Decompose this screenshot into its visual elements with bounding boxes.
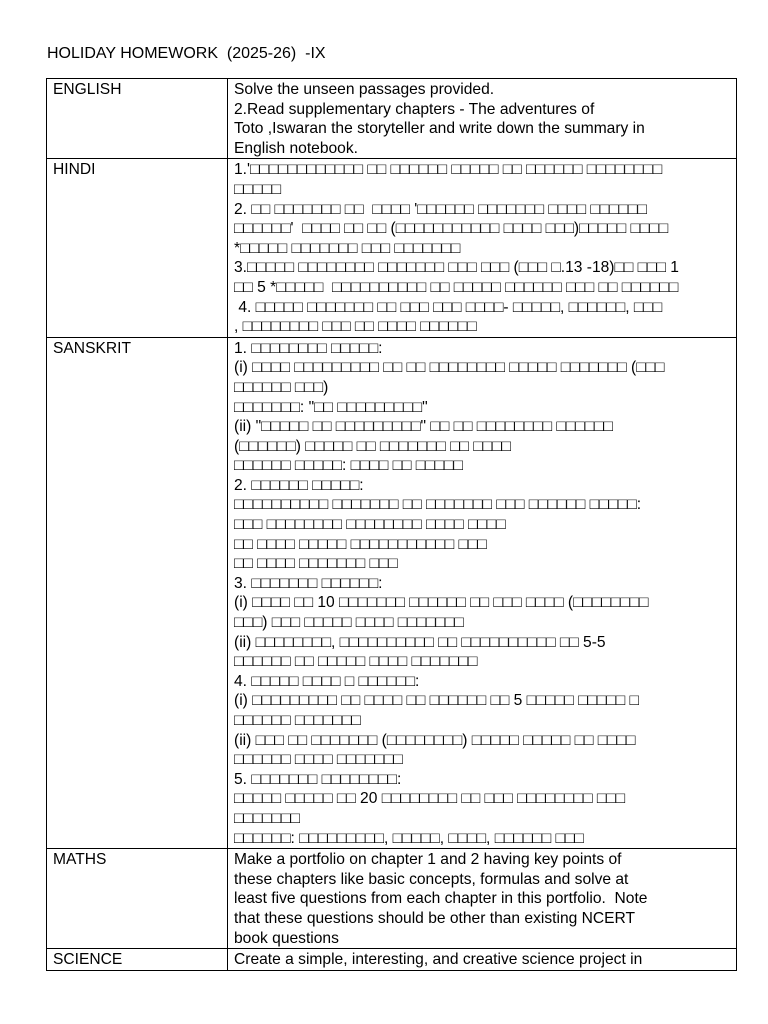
task-line: 1.'□□□□□□□□□□□□ □□ □□□□□□ □□□□□ □□ □□□□□□ □□□□□□□□ (234, 161, 663, 179)
task-line: Make a portfolio on chapter 1 and 2 having key points of (234, 851, 622, 869)
task-line: □□□□□□ □□□□□□□ (234, 712, 361, 729)
task-line: □□□□□□□□□□ □□□□□□□ □□ □□□□□□□ □□□ □□□□□□ □□□□□: (234, 496, 642, 514)
task-line: (i) □□□□ □□□□□□□□□ □□ □□ □□□□□□□□ □□□□□ □□□□□□□ (□□□ (234, 359, 665, 377)
task-line: □□ □□□□ □□□□□□□ □□□ (234, 555, 398, 573)
homework-row-hindi (47, 159, 737, 337)
task-line: that these questions should be other than existing NCERT (234, 909, 636, 927)
task-line: 4. □□□□□ □□□□ □ □□□□□□: (234, 672, 420, 690)
task-cell (228, 337, 737, 848)
task-line: □□□□□□ □□□) (234, 378, 329, 396)
task-line: (i) □□□□□□□□□ □□ □□□□ □□ □□□□□□ □□ 5 □□□□□ □□□□□ □ (234, 692, 639, 710)
task-line: 2.Read supplementary chapters - The adventures of (234, 100, 595, 118)
task-line: (i) □□□□ □□ 10 □□□□□□□ □□□□□□ □□ □□□ □□□□ (□□□□□□□□ (234, 594, 649, 612)
task-line: □□ 5 *□□□□□ □□□□□□□□□□ □□ □□□□□ □□□□□□ □□□ □□ □□□□□□ (234, 278, 679, 296)
subject-label: ENGLISH (53, 81, 122, 98)
subject-cell (47, 949, 228, 971)
task-line: (ii) □□□□□□□□, □□□□□□□□□□ □□ □□□□□□□□□□ □□ 5-5 (234, 633, 606, 651)
subject-label: SCIENCE (53, 951, 123, 969)
task-line: book questions (234, 929, 339, 947)
task-line: 3.□□□□□ □□□□□□□□ □□□□□□□ □□□ □□□ (□□□ □.13 -18)□□ □□□ 1 (234, 259, 679, 277)
task-line: □□□□□□□ (234, 809, 300, 827)
task-line: *□□□□□ □□□□□□□ □□□ □□□□□□□ (234, 239, 461, 257)
page-title: HOLIDAY HOMEWORK (2025-26) -IX (47, 45, 326, 62)
homework-row-sanskrit (47, 337, 737, 848)
subject-cell (47, 159, 228, 337)
task-line: 3. □□□□□□□ □□□□□□: (234, 574, 383, 592)
subject-label: MATHS (53, 851, 107, 869)
homework-row-english (47, 79, 737, 159)
task-cell (228, 849, 737, 949)
task-line: (ii) □□□ □□ □□□□□□□ (□□□□□□□□) □□□□□ □□□□□ □□ □□□□ (234, 731, 636, 749)
task-line: these chapters like basic concepts, formulas and solve at (234, 870, 629, 888)
task-line: □□□□□□ □□ □□□□□ □□□□ □□□□□□□ (234, 653, 478, 671)
task-cell (228, 949, 737, 971)
task-line: □□□□□□□: "□□ □□□□□□□□□" (234, 398, 428, 416)
subject-cell (47, 79, 228, 159)
task-line: □□□ □□□□□□□□ □□□□□□□□ □□□□ □□□□ (234, 516, 506, 534)
task-line: □□□□□□ □□□□ □□□□□□□ (234, 751, 403, 769)
task-line: 5. □□□□□□□ □□□□□□□□: (234, 770, 402, 788)
task-line: (□□□□□□) □□□□□ □□ □□□□□□□ □□ □□□□ (234, 437, 511, 455)
task-line: □□□□□ (234, 180, 282, 198)
subject-label: SANSKRIT (53, 339, 131, 357)
task-line: Solve the unseen passages provided. (234, 81, 495, 98)
task-line: 4. □□□□□ □□□□□□□ □□ □□□ □□□ □□□□- □□□□□, □□□□□□, □□□ (234, 298, 663, 316)
subject-cell (47, 337, 228, 848)
task-line: □□□□□□: □□□□□□□□□, □□□□□, □□□□, □□□□□□ □□□ (234, 829, 584, 847)
task-cell (228, 159, 737, 337)
task-line: , □□□□□□□□ □□□ □□ □□□□ □□□□□□ (234, 318, 477, 336)
homework-row-maths (47, 849, 737, 949)
task-line: (ii) "□□□□□ □□ □□□□□□□□□" □□ □□ □□□□□□□□ □□□□□□ (234, 418, 613, 436)
subject-cell (47, 849, 228, 949)
task-line: □□□□□□ □□□□□: □□□□ □□ □□□□□ (234, 457, 463, 475)
task-line: □□□) □□□ □□□□□ □□□□ □□□□□□□ (234, 614, 464, 632)
subject-label: HINDI (53, 161, 96, 179)
task-line: Create a simple, interesting, and creative science project in (234, 951, 643, 969)
task-line: 2. □□ □□□□□□□ □□ □□□□ '□□□□□□ □□□□□□□ □□□□ □□□□□□ (234, 200, 647, 218)
task-line: 2. □□□□□□ □□□□□: (234, 476, 364, 494)
task-line: English notebook. (234, 139, 358, 157)
task-line: □□ □□□□ □□□□□ □□□□□□□□□□□ □□□ (234, 535, 487, 553)
task-line: 1. □□□□□□□□ □□□□□: (234, 339, 383, 357)
task-line: □□□□□□' □□□□ □□ □□ (□□□□□□□□□□□ □□□□ □□□)□□□□□ □□□□ (234, 220, 669, 238)
homework-table (46, 78, 737, 971)
task-line: Toto ,Iswaran the storyteller and write down the summary in (234, 120, 645, 138)
task-line: least five questions from each chapter in this portfolio. Note (234, 890, 648, 908)
task-line: □□□□□ □□□□□ □□ 20 □□□□□□□□ □□ □□□ □□□□□□□□ □□□ (234, 790, 626, 808)
task-cell (228, 79, 737, 159)
homework-table-body (47, 79, 737, 971)
homework-row-science (47, 949, 737, 971)
